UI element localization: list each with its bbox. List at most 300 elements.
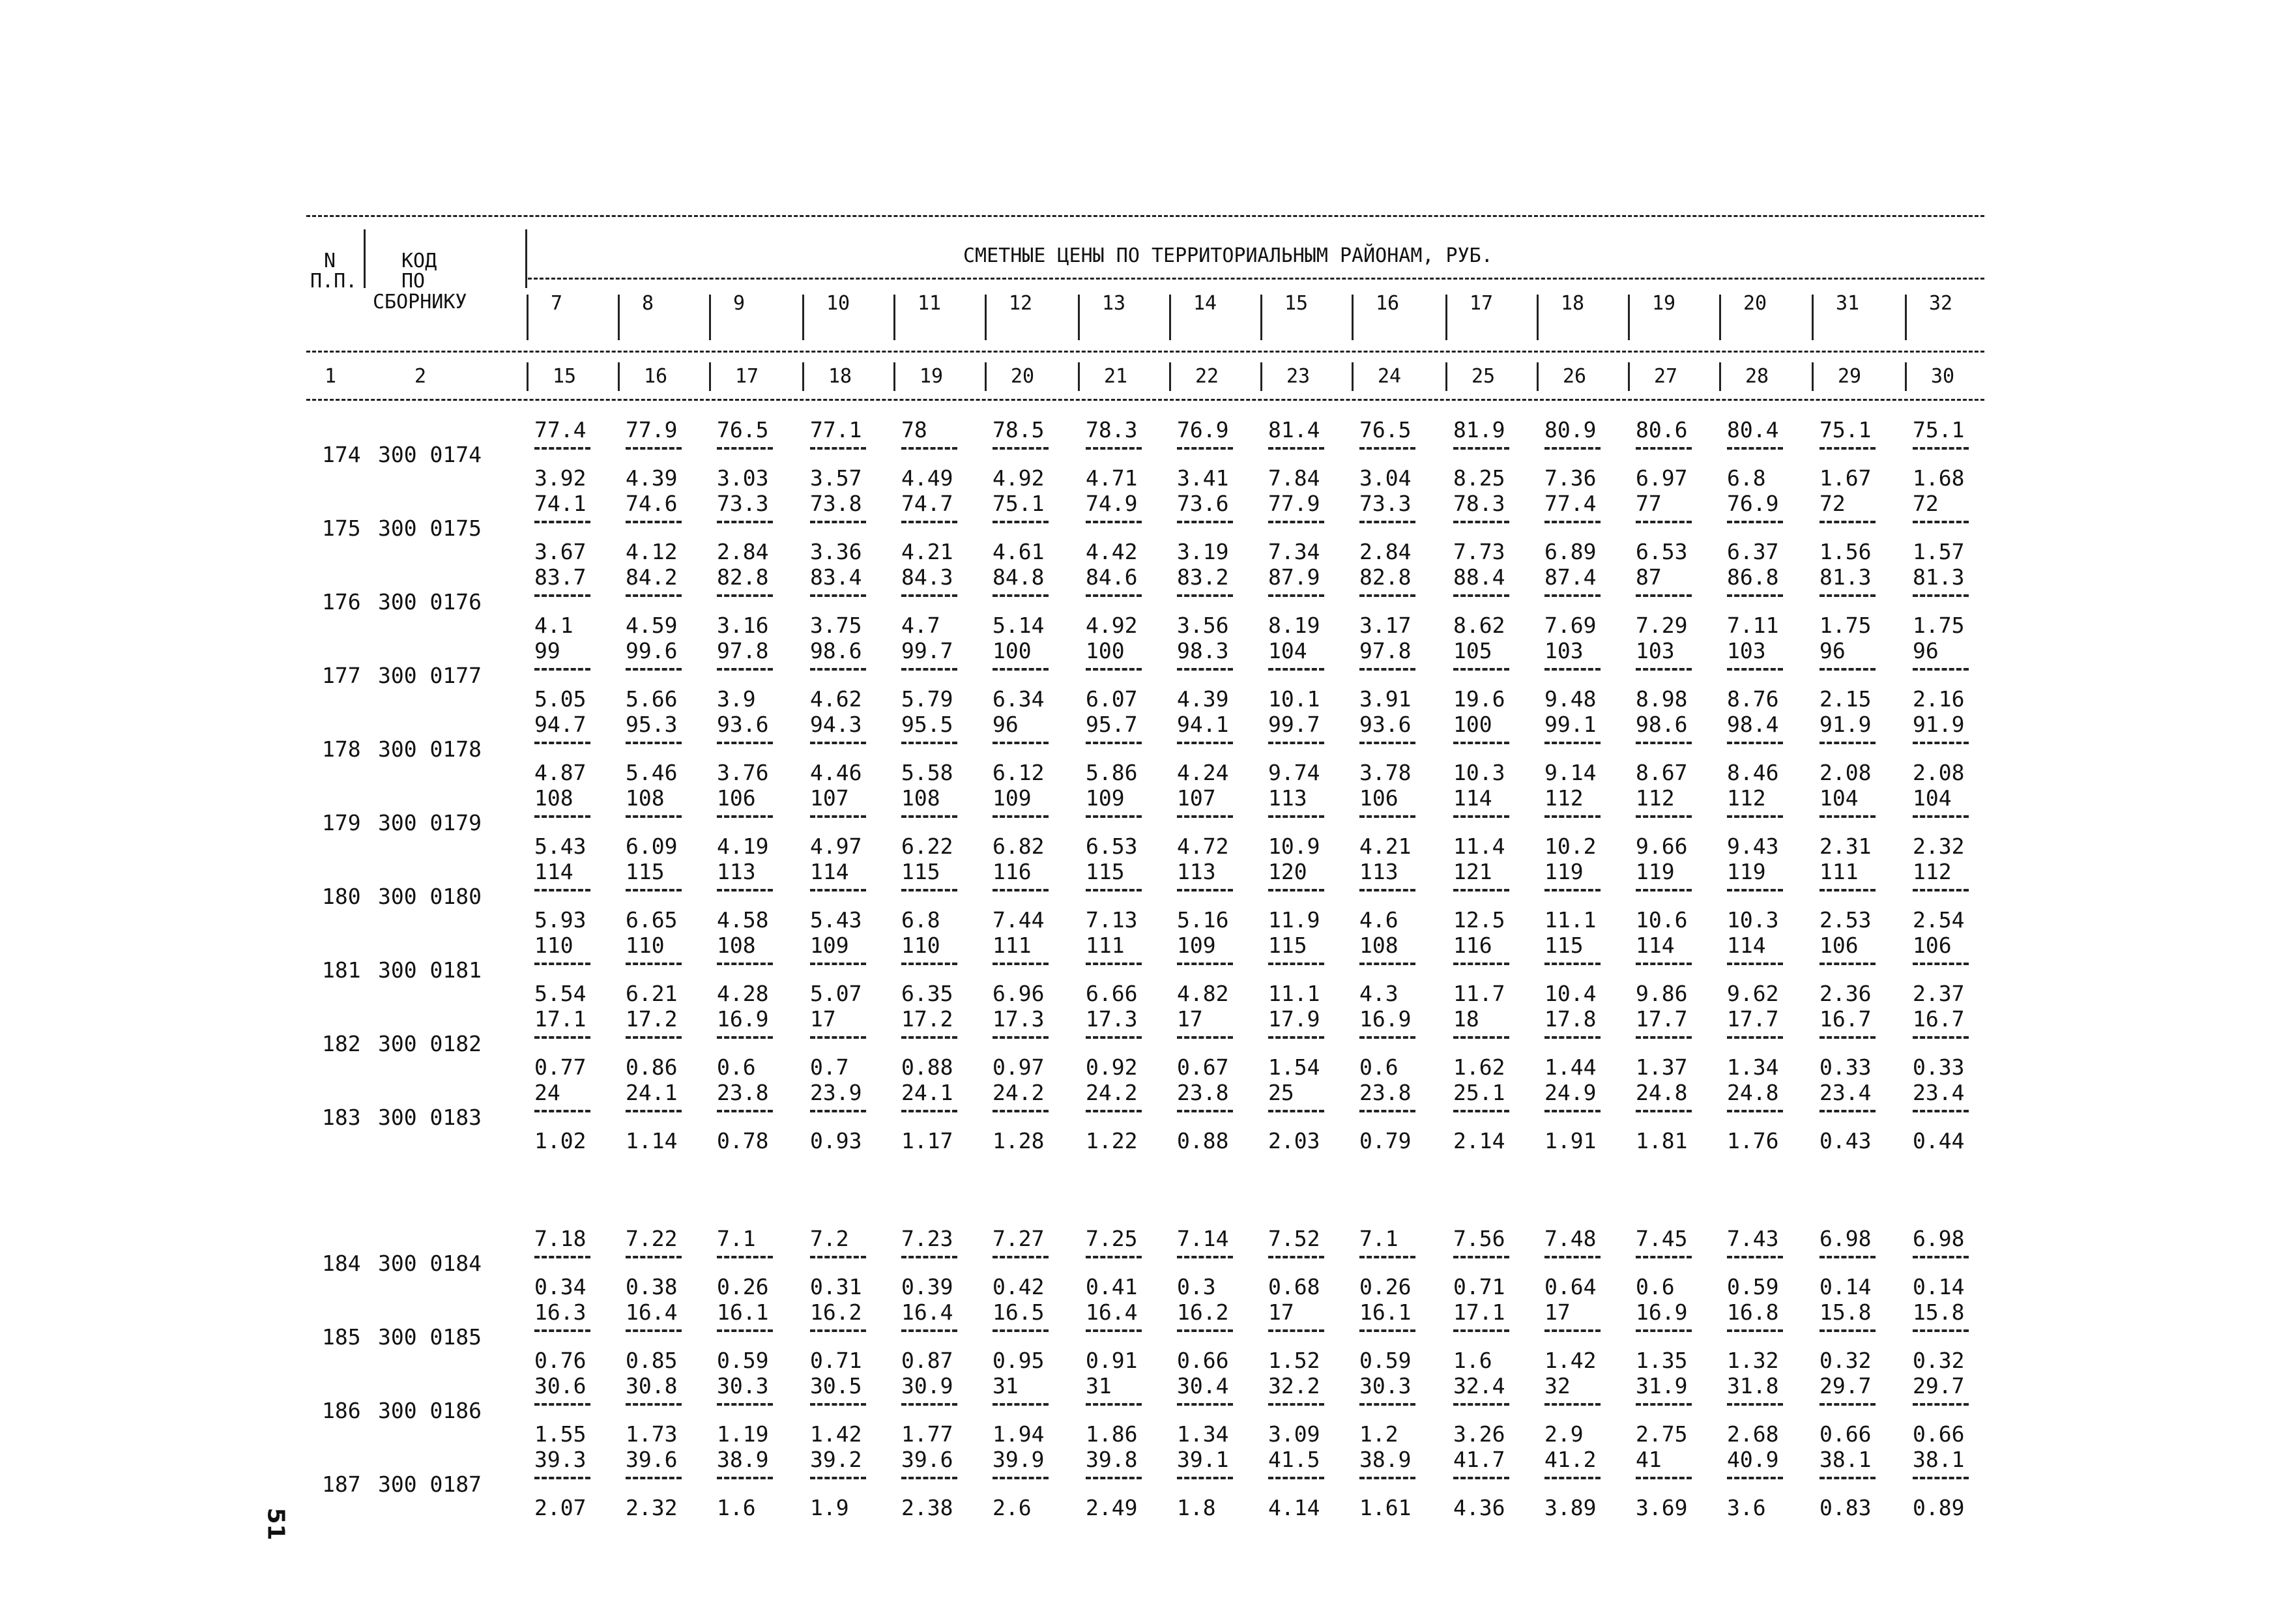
- price-top-cell: 106: [1819, 933, 1859, 958]
- fraction-bar: [1727, 1036, 1783, 1039]
- price-bottom-cell: 5.16: [1177, 907, 1229, 933]
- price-bottom-cell: 4.21: [901, 539, 953, 564]
- price-top-cell: 108: [1359, 933, 1399, 958]
- price-bottom-cell: 4.19: [717, 834, 769, 859]
- price-top-cell: 83.2: [1177, 564, 1229, 590]
- price-top-cell: 98.6: [810, 638, 862, 663]
- price-top-cell: 94.7: [534, 712, 587, 737]
- price-top-cell: 73.3: [717, 491, 769, 516]
- row-number: 180: [322, 884, 361, 909]
- price-bottom-cell: 0.92: [1086, 1054, 1138, 1080]
- price-top-cell: 30.5: [810, 1373, 862, 1399]
- price-bottom-cell: 0.26: [1359, 1274, 1412, 1299]
- row-code: 300 0174: [378, 442, 482, 467]
- price-top-cell: 83.7: [534, 564, 587, 590]
- price-bottom-cell: 1.34: [1727, 1054, 1779, 1080]
- row-number: 187: [322, 1472, 361, 1497]
- price-top-cell: 115: [626, 859, 665, 884]
- fraction-bar: [1913, 1256, 1969, 1258]
- price-bottom-cell: 1.22: [1086, 1128, 1138, 1153]
- header-region-divider: [1169, 295, 1171, 340]
- price-bottom-cell: 7.29: [1636, 613, 1688, 638]
- price-top-cell: 110: [534, 933, 573, 958]
- price-bottom-cell: 3.03: [717, 465, 769, 491]
- price-bottom-cell: 7.44: [993, 907, 1045, 933]
- price-bottom-cell: 8.98: [1636, 686, 1688, 712]
- price-top-cell: 31: [993, 1373, 1019, 1399]
- price-top-cell: 39.8: [1086, 1447, 1138, 1472]
- price-bottom-cell: 6.89: [1544, 539, 1597, 564]
- price-top-cell: 15.8: [1913, 1299, 1965, 1325]
- fraction-bar: [717, 963, 773, 965]
- price-bottom-cell: 6.35: [901, 981, 953, 1006]
- price-top-cell: 81.3: [1913, 564, 1965, 590]
- fraction-bar: [1636, 447, 1692, 450]
- price-top-cell: 16.8: [1727, 1299, 1779, 1325]
- price-top-cell: 83.4: [810, 564, 862, 590]
- fraction-bar: [1359, 1329, 1415, 1332]
- price-bottom-cell: 3.76: [717, 760, 769, 785]
- header-colnum-divider: [527, 362, 529, 391]
- price-bottom-cell: 5.46: [626, 760, 678, 785]
- price-bottom-cell: 1.14: [626, 1128, 678, 1153]
- price-top-cell: 25.1: [1453, 1080, 1505, 1105]
- fraction-bar: [810, 668, 866, 671]
- price-top-cell: 76.5: [1359, 417, 1412, 442]
- price-bottom-cell: 2.32: [1913, 834, 1965, 859]
- fraction-bar: [1913, 594, 1969, 597]
- price-bottom-cell: 4.6: [1359, 907, 1399, 933]
- header-colnum-divider: [1628, 362, 1630, 391]
- price-top-cell: 91.9: [1819, 712, 1872, 737]
- price-top-cell: 77.9: [626, 417, 678, 442]
- price-bottom-cell: 4.42: [1086, 539, 1138, 564]
- fraction-bar: [1177, 742, 1233, 744]
- price-bottom-cell: 9.43: [1727, 834, 1779, 859]
- fraction-bar: [1268, 1329, 1324, 1332]
- fraction-bar: [1086, 1110, 1142, 1112]
- fraction-bar: [1544, 594, 1601, 597]
- price-bottom-cell: 7.13: [1086, 907, 1138, 933]
- price-bottom-cell: 5.43: [810, 907, 862, 933]
- price-bottom-cell: 0.41: [1086, 1274, 1138, 1299]
- price-top-cell: 80.4: [1727, 417, 1779, 442]
- header-region-divider: [1078, 295, 1080, 340]
- price-top-cell: 93.6: [717, 712, 769, 737]
- price-bottom-cell: 9.86: [1636, 981, 1688, 1006]
- header-colnum-16: 16: [644, 365, 668, 388]
- price-bottom-cell: 0.6: [717, 1054, 756, 1080]
- price-bottom-cell: 3.16: [717, 613, 769, 638]
- price-bottom-cell: 0.39: [901, 1274, 953, 1299]
- price-top-cell: 30.9: [901, 1373, 953, 1399]
- price-top-cell: 16.2: [810, 1299, 862, 1325]
- price-top-cell: 112: [1913, 859, 1952, 884]
- header-region-divider: [1260, 295, 1262, 340]
- price-top-cell: 109: [993, 785, 1032, 811]
- fraction-bar: [626, 889, 682, 892]
- price-top-cell: 16.1: [717, 1299, 769, 1325]
- price-bottom-cell: 6.82: [993, 834, 1045, 859]
- price-top-cell: 106: [1359, 785, 1399, 811]
- price-top-cell: 32.4: [1453, 1373, 1505, 1399]
- fraction-bar: [810, 963, 866, 965]
- price-bottom-cell: 7.36: [1544, 465, 1597, 491]
- header-region-divider: [1719, 295, 1721, 340]
- fraction-bar: [1359, 521, 1415, 523]
- fraction-bar: [1268, 1403, 1324, 1406]
- fraction-bar: [534, 668, 590, 671]
- price-bottom-cell: 6.53: [1636, 539, 1688, 564]
- price-top-cell: 39.9: [993, 1447, 1045, 1472]
- fraction-bar: [1086, 1403, 1142, 1406]
- price-bottom-cell: 5.54: [534, 981, 587, 1006]
- price-bottom-cell: 3.19: [1177, 539, 1229, 564]
- fraction-bar: [1359, 889, 1415, 892]
- price-bottom-cell: 3.9: [717, 686, 756, 712]
- fraction-bar: [626, 668, 682, 671]
- price-bottom-cell: 4.1: [534, 613, 573, 638]
- price-top-cell: 116: [993, 859, 1032, 884]
- fraction-bar: [1819, 447, 1876, 450]
- price-top-cell: 23.8: [717, 1080, 769, 1105]
- header-mid-rule: [306, 351, 1984, 353]
- fraction-bar: [1544, 668, 1601, 671]
- price-bottom-cell: 4.97: [810, 834, 862, 859]
- price-top-cell: 17.3: [993, 1006, 1045, 1032]
- fraction-bar: [1359, 1477, 1415, 1479]
- header-colnum-26: 26: [1563, 365, 1587, 388]
- price-top-cell: 7.18: [534, 1226, 587, 1251]
- header-num-1: 1: [325, 365, 337, 388]
- price-bottom-cell: 2.14: [1453, 1128, 1505, 1153]
- fraction-bar: [1913, 1403, 1969, 1406]
- price-top-cell: 119: [1727, 859, 1766, 884]
- fraction-bar: [534, 1036, 590, 1039]
- fraction-bar: [901, 668, 957, 671]
- fraction-bar: [1636, 889, 1692, 892]
- price-bottom-cell: 1.52: [1268, 1348, 1320, 1373]
- price-bottom-cell: 4.39: [626, 465, 678, 491]
- price-bottom-cell: 9.74: [1268, 760, 1320, 785]
- price-bottom-cell: 1.94: [993, 1421, 1045, 1447]
- fraction-bar: [1177, 521, 1233, 523]
- row-number: 182: [322, 1031, 361, 1056]
- price-bottom-cell: 1.19: [717, 1421, 769, 1447]
- page-number: 51: [262, 1507, 289, 1541]
- fraction-bar: [810, 447, 866, 450]
- price-top-cell: 17.7: [1636, 1006, 1688, 1032]
- header-colnum-divider: [1445, 362, 1447, 391]
- price-top-cell: 120: [1268, 859, 1307, 884]
- price-top-cell: 114: [1636, 933, 1675, 958]
- fraction-bar: [1544, 1329, 1601, 1332]
- price-top-cell: 30.3: [1359, 1373, 1412, 1399]
- price-bottom-cell: 2.07: [534, 1495, 587, 1520]
- price-bottom-cell: 1.76: [1727, 1128, 1779, 1153]
- price-top-cell: 16.9: [1636, 1299, 1688, 1325]
- price-top-cell: 111: [1086, 933, 1125, 958]
- price-bottom-cell: 5.86: [1086, 760, 1138, 785]
- price-bottom-cell: 2.84: [717, 539, 769, 564]
- fraction-bar: [1819, 1403, 1876, 1406]
- fraction-bar: [1177, 447, 1233, 450]
- price-bottom-cell: 2.49: [1086, 1495, 1138, 1520]
- price-bottom-cell: 1.34: [1177, 1421, 1229, 1447]
- price-top-cell: 113: [1177, 859, 1216, 884]
- price-bottom-cell: 2.16: [1913, 686, 1965, 712]
- header-colnum-divider: [1812, 362, 1814, 391]
- price-bottom-cell: 8.19: [1268, 613, 1320, 638]
- price-top-cell: 84.3: [901, 564, 953, 590]
- price-top-cell: 39.6: [626, 1447, 678, 1472]
- row-code: 300 0181: [378, 957, 482, 983]
- fraction-bar: [1819, 963, 1876, 965]
- fraction-bar: [901, 742, 957, 744]
- price-top-cell: 7.25: [1086, 1226, 1138, 1251]
- fraction-bar: [1819, 742, 1876, 744]
- price-bottom-cell: 11.4: [1453, 834, 1505, 859]
- fraction-bar: [901, 1036, 957, 1039]
- price-top-cell: 112: [1727, 785, 1766, 811]
- price-top-cell: 77.9: [1268, 491, 1320, 516]
- price-top-cell: 95.5: [901, 712, 953, 737]
- price-top-cell: 24.1: [901, 1080, 953, 1105]
- fraction-bar: [1636, 668, 1692, 671]
- price-top-cell: 23.9: [810, 1080, 862, 1105]
- price-top-cell: 7.27: [993, 1226, 1045, 1251]
- price-top-cell: 16.7: [1819, 1006, 1872, 1032]
- fraction-bar: [1819, 1329, 1876, 1332]
- fraction-bar: [1453, 1110, 1509, 1112]
- price-bottom-cell: 0.78: [717, 1128, 769, 1153]
- price-top-cell: 24.2: [1086, 1080, 1138, 1105]
- price-top-cell: 74.7: [901, 491, 953, 516]
- fraction-bar: [810, 815, 866, 818]
- header-colnum-24: 24: [1378, 365, 1402, 388]
- header-title-rule: [528, 278, 1984, 280]
- fraction-bar: [717, 1477, 773, 1479]
- price-bottom-cell: 0.97: [993, 1054, 1045, 1080]
- fraction-bar: [1727, 1403, 1783, 1406]
- fraction-bar: [901, 594, 957, 597]
- price-bottom-cell: 6.96: [993, 981, 1045, 1006]
- header-region-divider: [1445, 295, 1447, 340]
- price-top-cell: 17.1: [534, 1006, 587, 1032]
- price-bottom-cell: 4.92: [993, 465, 1045, 491]
- fraction-bar: [717, 447, 773, 450]
- price-top-cell: 6.98: [1819, 1226, 1872, 1251]
- price-bottom-cell: 1.68: [1913, 465, 1965, 491]
- fraction-bar: [1636, 1329, 1692, 1332]
- price-top-cell: 115: [1086, 859, 1125, 884]
- price-top-cell: 24.9: [1544, 1080, 1597, 1105]
- price-bottom-cell: 0.33: [1913, 1054, 1965, 1080]
- fraction-bar: [1913, 1110, 1969, 1112]
- header-region-divider: [618, 295, 620, 340]
- price-top-cell: 75.1: [993, 491, 1045, 516]
- fraction-bar: [1177, 594, 1233, 597]
- price-top-cell: 17: [1268, 1299, 1294, 1325]
- price-bottom-cell: 4.12: [626, 539, 678, 564]
- price-bottom-cell: 9.48: [1544, 686, 1597, 712]
- fraction-bar: [1636, 1036, 1692, 1039]
- price-top-cell: 73.8: [810, 491, 862, 516]
- price-top-cell: 17.9: [1268, 1006, 1320, 1032]
- price-top-cell: 115: [1268, 933, 1307, 958]
- price-top-cell: 18: [1453, 1006, 1479, 1032]
- price-top-cell: 119: [1544, 859, 1584, 884]
- fraction-bar: [1544, 815, 1601, 818]
- price-bottom-cell: 0.34: [534, 1274, 587, 1299]
- price-bottom-cell: 8.25: [1453, 465, 1505, 491]
- fraction-bar: [1819, 815, 1876, 818]
- fraction-bar: [810, 1329, 866, 1332]
- header-colnum-17: 17: [735, 365, 759, 388]
- header-colnum-22: 22: [1195, 365, 1219, 388]
- row-number: 177: [322, 663, 361, 688]
- price-bottom-cell: 4.58: [717, 907, 769, 933]
- price-bottom-cell: 10.3: [1727, 907, 1779, 933]
- fraction-bar: [717, 1329, 773, 1332]
- price-bottom-cell: 2.75: [1636, 1421, 1688, 1447]
- price-top-cell: 32: [1544, 1373, 1571, 1399]
- price-bottom-cell: 5.58: [901, 760, 953, 785]
- fraction-bar: [1913, 668, 1969, 671]
- fraction-bar: [1636, 521, 1692, 523]
- fraction-bar: [1086, 889, 1142, 892]
- price-bottom-cell: 1.35: [1636, 1348, 1688, 1373]
- fraction-bar: [1913, 815, 1969, 818]
- fraction-bar: [810, 1403, 866, 1406]
- price-bottom-cell: 0.44: [1913, 1128, 1965, 1153]
- price-bottom-cell: 7.84: [1268, 465, 1320, 491]
- fraction-bar: [626, 1036, 682, 1039]
- header-region-divider: [1905, 295, 1907, 340]
- header-region-12: 12: [1009, 292, 1033, 315]
- price-bottom-cell: 1.2: [1359, 1421, 1399, 1447]
- header-colnum-divider: [802, 362, 804, 391]
- price-bottom-cell: 6.34: [993, 686, 1045, 712]
- price-top-cell: 40.9: [1727, 1447, 1779, 1472]
- fraction-bar: [626, 1329, 682, 1332]
- price-bottom-cell: 9.62: [1727, 981, 1779, 1006]
- fraction-bar: [534, 963, 590, 965]
- fraction-bar: [1453, 742, 1509, 744]
- price-top-cell: 114: [810, 859, 849, 884]
- fraction-bar: [534, 889, 590, 892]
- header-region-31: 31: [1836, 292, 1860, 315]
- price-bottom-cell: 6.07: [1086, 686, 1138, 712]
- fraction-bar: [1819, 1477, 1876, 1479]
- fraction-bar: [1359, 815, 1415, 818]
- fraction-bar: [1636, 1403, 1692, 1406]
- price-top-cell: 82.8: [717, 564, 769, 590]
- price-top-cell: 87: [1636, 564, 1662, 590]
- fraction-bar: [993, 1036, 1049, 1039]
- price-bottom-cell: 1.67: [1819, 465, 1872, 491]
- price-bottom-cell: 2.15: [1819, 686, 1872, 712]
- fraction-bar: [993, 1256, 1049, 1258]
- price-bottom-cell: 8.62: [1453, 613, 1505, 638]
- price-bottom-cell: 4.3: [1359, 981, 1399, 1006]
- header-region-divider: [802, 295, 804, 340]
- price-bottom-cell: 0.32: [1913, 1348, 1965, 1373]
- fraction-bar: [1727, 668, 1783, 671]
- price-top-cell: 23.8: [1177, 1080, 1229, 1105]
- price-top-cell: 17.7: [1727, 1006, 1779, 1032]
- price-bottom-cell: 3.17: [1359, 613, 1412, 638]
- fraction-bar: [1727, 1329, 1783, 1332]
- fraction-bar: [1727, 521, 1783, 523]
- header-colnum-23: 23: [1286, 365, 1311, 388]
- price-bottom-cell: 8.67: [1636, 760, 1688, 785]
- price-top-cell: 86.8: [1727, 564, 1779, 590]
- price-bottom-cell: 2.68: [1727, 1421, 1779, 1447]
- price-top-cell: 113: [717, 859, 756, 884]
- fraction-bar: [810, 594, 866, 597]
- price-bottom-cell: 9.14: [1544, 760, 1597, 785]
- price-bottom-cell: 11.1: [1544, 907, 1597, 933]
- row-code: 300 0180: [378, 884, 482, 909]
- price-top-cell: 39.2: [810, 1447, 862, 1472]
- price-top-cell: 113: [1268, 785, 1307, 811]
- price-top-cell: 111: [993, 933, 1032, 958]
- price-top-cell: 16.3: [534, 1299, 587, 1325]
- header-num-2: 2: [414, 365, 427, 388]
- price-top-cell: 108: [717, 933, 756, 958]
- fraction-bar: [1727, 815, 1783, 818]
- header-colnum-25: 25: [1471, 365, 1496, 388]
- price-bottom-cell: 7.34: [1268, 539, 1320, 564]
- price-top-cell: 31.8: [1727, 1373, 1779, 1399]
- fraction-bar: [810, 1477, 866, 1479]
- fraction-bar: [1086, 815, 1142, 818]
- price-top-cell: 99.6: [626, 638, 678, 663]
- price-top-cell: 76.5: [717, 417, 769, 442]
- price-top-cell: 41.5: [1268, 1447, 1320, 1472]
- price-bottom-cell: 7.69: [1544, 613, 1597, 638]
- price-bottom-cell: 1.73: [626, 1421, 678, 1447]
- price-top-cell: 108: [901, 785, 940, 811]
- price-top-cell: 7.56: [1453, 1226, 1505, 1251]
- price-bottom-cell: 0.14: [1913, 1274, 1965, 1299]
- price-top-cell: 78.3: [1086, 417, 1138, 442]
- price-bottom-cell: 1.55: [534, 1421, 587, 1447]
- price-bottom-cell: 1.44: [1544, 1054, 1597, 1080]
- price-bottom-cell: 0.66: [1913, 1421, 1965, 1447]
- fraction-bar: [1544, 1477, 1601, 1479]
- price-bottom-cell: 1.28: [993, 1128, 1045, 1153]
- price-top-cell: 115: [901, 859, 940, 884]
- fraction-bar: [993, 447, 1049, 450]
- price-bottom-cell: 0.26: [717, 1274, 769, 1299]
- price-top-cell: 93.6: [1359, 712, 1412, 737]
- price-top-cell: 98.3: [1177, 638, 1229, 663]
- fraction-bar: [1359, 1256, 1415, 1258]
- price-bottom-cell: 6.09: [626, 834, 678, 859]
- fraction-bar: [1544, 742, 1601, 744]
- price-bottom-cell: 1.6: [717, 1495, 756, 1520]
- row-number: 181: [322, 957, 361, 983]
- row-code: 300 0183: [378, 1105, 482, 1130]
- header-region-9: 9: [733, 292, 746, 315]
- price-top-cell: 104: [1268, 638, 1307, 663]
- fraction-bar: [1913, 742, 1969, 744]
- price-top-cell: 16.4: [1086, 1299, 1138, 1325]
- fraction-bar: [993, 594, 1049, 597]
- price-top-cell: 108: [534, 785, 573, 811]
